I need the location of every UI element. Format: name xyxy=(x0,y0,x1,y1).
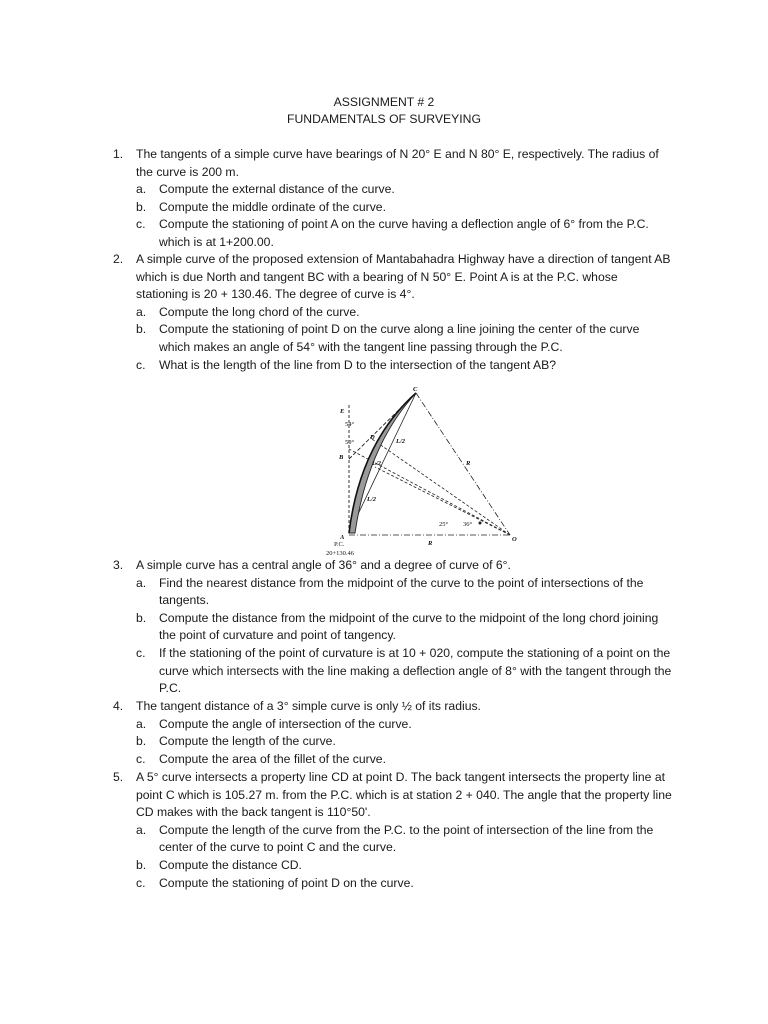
label-r-lower: R xyxy=(428,540,433,547)
question-text: A simple curve has a central angle of 36° and a degree of curve of 6°. xyxy=(136,558,511,572)
question-number: 1. xyxy=(113,147,124,161)
question-number: 3. xyxy=(113,558,124,572)
label-a: A xyxy=(340,534,345,541)
sub-text: Compute the angle of intersection of the curve. xyxy=(159,716,412,731)
sub-question xyxy=(136,575,673,610)
radius-co xyxy=(416,393,510,535)
question-5 xyxy=(113,769,673,892)
question-3 xyxy=(113,557,673,698)
sub-text: Compute the stationing of point A on the curve having a deflection angle of 6° from the P.C. which is at 1+200.00. xyxy=(159,217,649,249)
label-54-deg: 54° xyxy=(345,421,355,428)
sub-text: Compute the stationing of point D on the curve. xyxy=(159,875,414,890)
sub-text: Compute the length of the curve from the P.C. to the point of intersection of the line from the center of the curve to point C and the curve. xyxy=(159,822,654,855)
sub-question xyxy=(136,645,673,698)
sub-text: Compute the stationing of point D on the curve along a line joining the center of the curve which makes an angle of 54° with the tangent line passing through the P.C. xyxy=(159,322,640,354)
question-text: The tangents of a simple curve have bearings of N 20° E and N 80° E, respectively. The radius of the curve is 200 m. xyxy=(136,147,659,179)
question-number: 4. xyxy=(113,699,124,713)
sub-question xyxy=(136,216,673,251)
sub-question xyxy=(136,181,673,199)
question-2 xyxy=(113,251,673,374)
sub-text: Compute the distance CD. xyxy=(159,857,302,872)
sub-question xyxy=(136,321,673,356)
sub-text: Compute the middle ordinate of the curve. xyxy=(159,199,386,214)
curve-diagram-svg xyxy=(320,383,530,561)
question-number: 2. xyxy=(113,252,124,266)
sub-letter: a. xyxy=(136,304,147,319)
sub-question xyxy=(136,875,673,893)
sub-question xyxy=(136,751,673,769)
question-4 xyxy=(113,698,673,768)
label-50-deg: 50° xyxy=(345,439,355,446)
sub-text: Compute the external distance of the curve. xyxy=(159,182,395,197)
label-o: O xyxy=(512,536,517,543)
sub-letter: c. xyxy=(136,875,146,890)
question-text: The tangent distance of a 3° simple curve is only ½ of its radius. xyxy=(136,699,481,713)
label-b: B xyxy=(339,454,344,461)
label-l2-lower: L/2 xyxy=(367,496,377,503)
sub-letter: c. xyxy=(136,357,146,372)
question-text: A simple curve of the proposed extension of Mantabahadra Highway have a direction of tangent AB which is due North and tangent BC with a bearing of N 50° E. Point A is at the P.C. whose stationing is 20 + 130.46. The degree of curve is 4°. xyxy=(136,252,671,302)
sub-question xyxy=(136,610,673,645)
sub-letter: b. xyxy=(136,199,147,214)
sub-question xyxy=(136,304,673,322)
sub-text: Compute the length of the curve. xyxy=(159,734,336,749)
label-d: D xyxy=(370,434,375,441)
sub-letter: c. xyxy=(136,645,146,660)
sub-letter: b. xyxy=(136,322,147,337)
angle-marker xyxy=(479,522,482,525)
sub-letter: a. xyxy=(136,575,147,590)
sub-letter: a. xyxy=(136,822,147,837)
sub-letter: a. xyxy=(136,716,147,731)
sub-text: What is the length of the line from D to the intersection of the tangent AB? xyxy=(159,357,557,372)
label-c: C xyxy=(413,386,418,393)
question-number: 5. xyxy=(113,770,124,784)
sub-letter: b. xyxy=(136,734,147,749)
sub-question xyxy=(136,822,673,857)
label-pc: P.C. xyxy=(334,541,345,548)
label-l2-upper: L/2 xyxy=(396,438,406,445)
sub-question xyxy=(136,733,673,751)
sub-text: Compute the area of the fillet of the curve. xyxy=(159,751,386,766)
sub-question xyxy=(136,357,673,375)
sub-letter: a. xyxy=(136,182,147,197)
question-text: A 5° curve intersects a property line CD at point D. The back tangent intersects the property line at point C which is 105.27 m. from the P.C. which is at station 2 + 040. The angle that the property line CD makes with the back tangent is 110°50'. xyxy=(136,770,672,820)
label-25-deg: 25° xyxy=(439,521,449,528)
label-station: 20+130.46 xyxy=(326,550,355,557)
sub-question xyxy=(136,857,673,875)
curve-diagram xyxy=(320,383,530,561)
assignment-title: ASSIGNMENT # 2 xyxy=(333,95,435,109)
sub-letter: c. xyxy=(136,217,146,232)
sub-question xyxy=(136,199,673,217)
sub-question xyxy=(136,716,673,734)
sub-text: Compute the long chord of the curve. xyxy=(159,304,360,319)
label-36-deg: 36° xyxy=(463,521,473,528)
sub-letter: b. xyxy=(136,610,147,625)
sub-text: If the stationing of the point of curvature is at 10 + 020, compute the stationing of a point on the curve which intersects with the line making a deflection angle of 8° with the tangent through the P.C. xyxy=(159,645,672,696)
sub-text: Compute the distance from the midpoint of the curve to the midpoint of the long chord joining the point of curvature and point of tangency. xyxy=(159,610,659,643)
sub-letter: c. xyxy=(136,751,146,766)
question-1 xyxy=(113,146,673,252)
label-e: E xyxy=(340,408,345,415)
label-l2-mid: L/2 xyxy=(372,460,382,467)
sub-letter: b. xyxy=(136,857,147,872)
sub-text: Find the nearest distance from the midpoint of the curve to the point of intersections of the tangents. xyxy=(159,575,644,608)
label-r-upper: R xyxy=(466,460,471,467)
course-title: FUNDAMENTALS OF SURVEYING xyxy=(287,112,481,126)
